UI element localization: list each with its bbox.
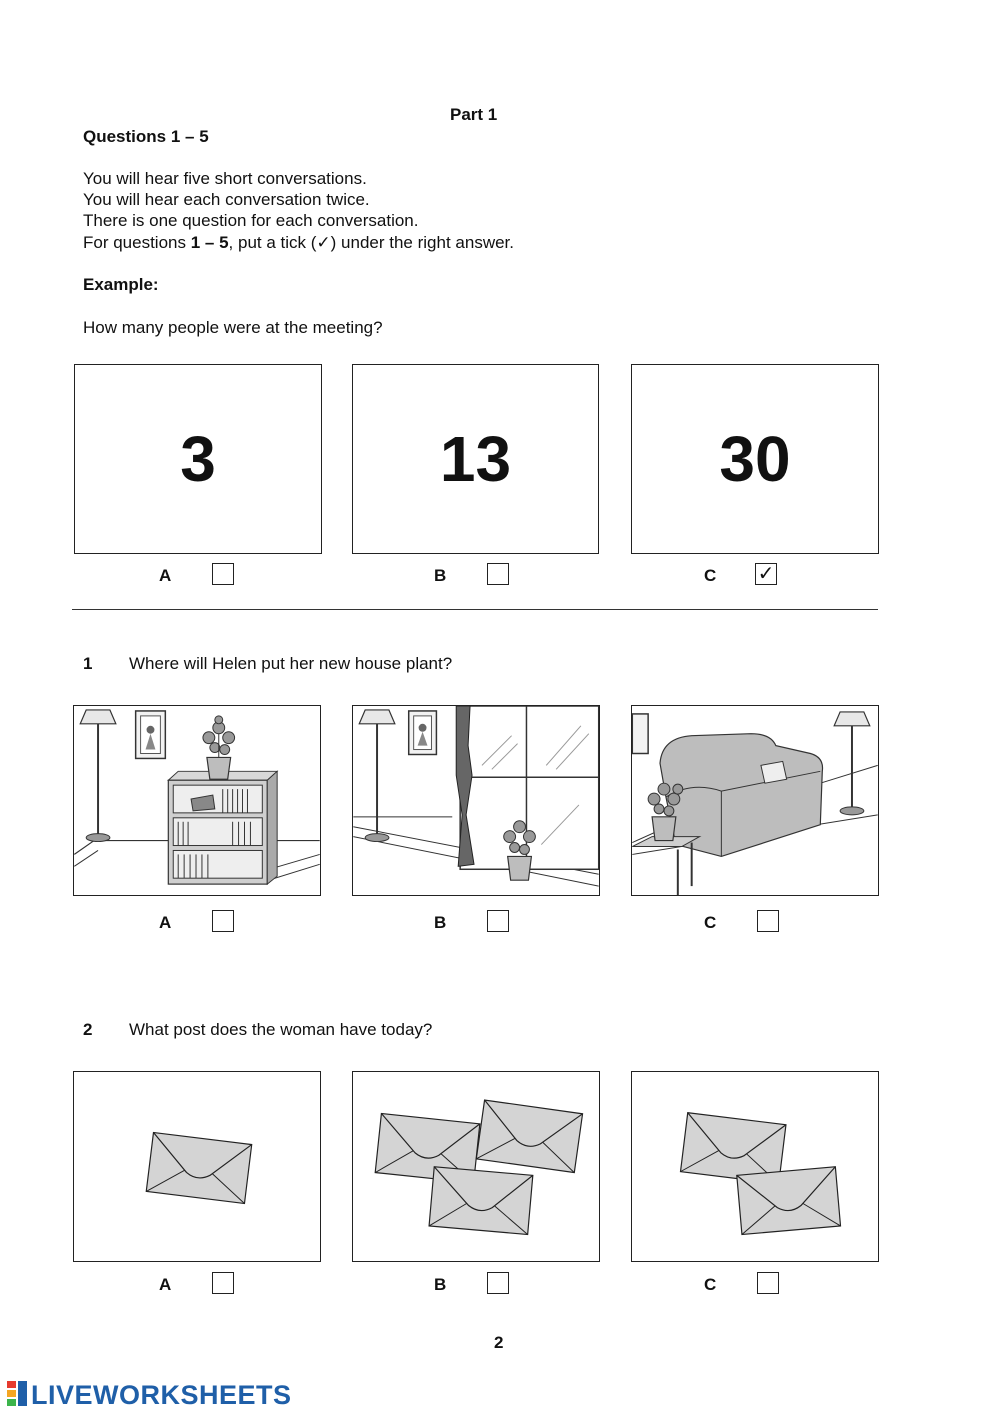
question-2-option-c-letter: C (704, 1275, 717, 1294)
question-2-option-a-picture (73, 1071, 321, 1262)
instruction-line-2: You will hear each conversation twice. (83, 190, 370, 209)
question-1-option-c-letter: C (704, 913, 717, 932)
divider (72, 609, 878, 610)
example-number: 30 (719, 423, 791, 495)
instruction-text: For questions (83, 233, 191, 252)
question-2-option-a-checkbox[interactable] (212, 1272, 234, 1294)
instruction-line-4 (83, 232, 514, 253)
example-option-c-picture (631, 364, 879, 554)
question-1-option-c-picture (631, 705, 879, 896)
question-2-option-c-picture (631, 1071, 879, 1262)
liveworksheets-logo[interactable] (7, 1380, 292, 1411)
example-option-a-checkbox[interactable] (212, 563, 234, 585)
example-option-c-letter: C (704, 566, 717, 585)
instruction-text: , put a tick ( (228, 233, 317, 252)
sofa-room-illustration (632, 706, 878, 895)
question-2-text: What post does the woman have today? (129, 1020, 433, 1039)
example-number: 3 (180, 423, 216, 495)
question-2-option-c-checkbox[interactable] (757, 1272, 779, 1294)
tick-icon: ✓ (316, 233, 331, 252)
page-number: 2 (494, 1333, 504, 1352)
brand-name: LIVEWORKSHEETS (31, 1380, 292, 1410)
example-label: Example: (83, 275, 159, 294)
question-2-option-b-checkbox[interactable] (487, 1272, 509, 1294)
example-option-a-letter: A (159, 566, 172, 585)
instruction-line-1: You will hear five short conversations. (83, 169, 367, 188)
three-envelopes-illustration (353, 1072, 599, 1261)
two-envelopes-illustration (632, 1072, 878, 1261)
example-option-b-letter: B (434, 566, 447, 585)
example-number: 13 (439, 423, 512, 495)
question-2-option-b-picture (352, 1071, 600, 1262)
question-2-number: 2 (83, 1020, 93, 1039)
example-option-a-picture (74, 364, 322, 554)
questions-range: Questions 1 – 5 (83, 127, 209, 146)
check-mark-icon: ✓ (757, 563, 775, 585)
instruction-text: ) under the right answer. (330, 233, 514, 252)
question-1-option-c-checkbox[interactable] (757, 910, 779, 932)
question-2-option-a-letter: A (159, 1275, 172, 1294)
question-2-option-b-letter: B (434, 1275, 447, 1294)
instruction-range: 1 – 5 (190, 233, 229, 252)
example-option-b-picture (352, 364, 599, 554)
question-1-option-a-picture (73, 705, 321, 896)
instruction-line-3: There is one question for each conversation. (83, 211, 419, 230)
question-1-option-b-checkbox[interactable] (487, 910, 509, 932)
example-option-c-checkbox[interactable] (755, 563, 777, 585)
question-1-text: Where will Helen put her new house plant? (129, 654, 453, 673)
liveworksheets-logo-icon (7, 1381, 29, 1407)
example-option-b-checkbox[interactable] (487, 563, 509, 585)
question-1-option-b-picture (352, 705, 600, 896)
question-1-number: 1 (83, 654, 93, 673)
example-question: How many people were at the meeting? (83, 318, 383, 337)
one-envelope-illustration (74, 1072, 320, 1261)
question-1-option-a-letter: A (159, 913, 172, 932)
question-1-option-a-checkbox[interactable] (212, 910, 234, 932)
window-room-illustration (353, 706, 599, 895)
bookshelf-room-illustration (74, 706, 320, 895)
question-1-option-b-letter: B (434, 913, 447, 932)
part-title: Part 1 (450, 105, 498, 124)
